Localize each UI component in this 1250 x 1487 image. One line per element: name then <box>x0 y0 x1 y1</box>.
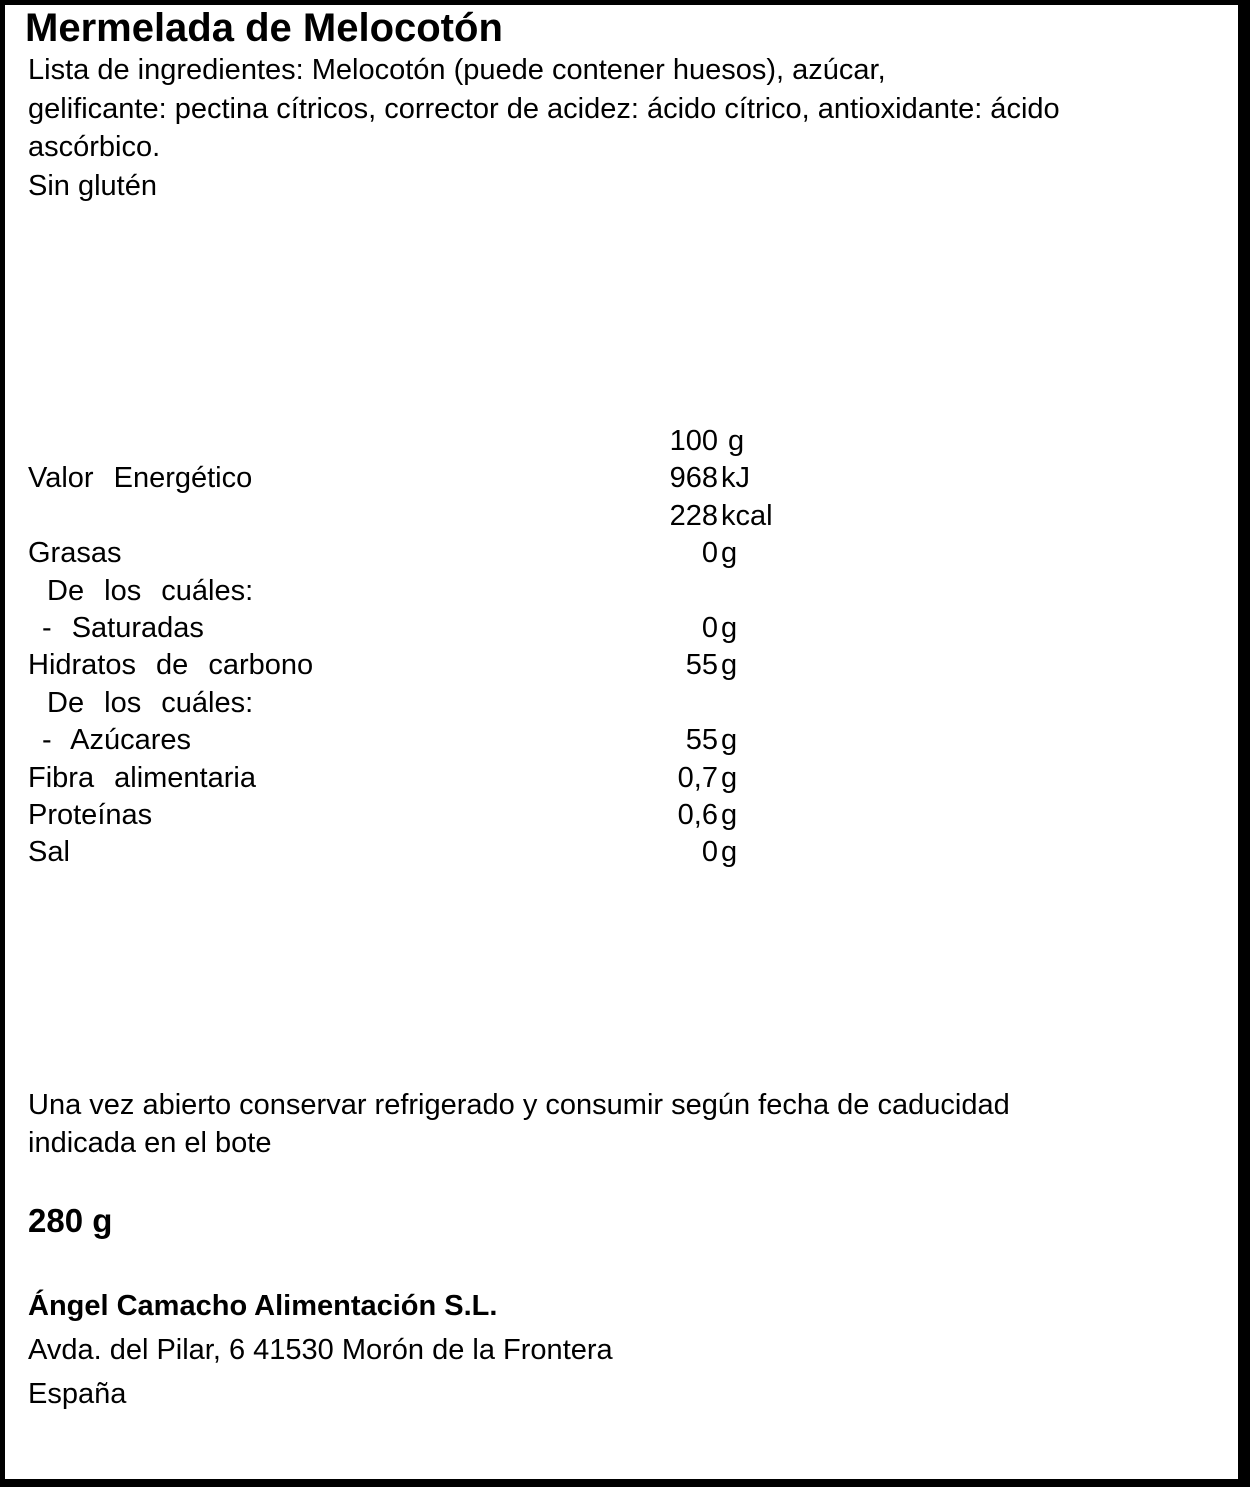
nutrition-table <box>28 423 1213 872</box>
nutrition-unit: kcal <box>721 499 773 532</box>
nutrition-label: Fibra alimentaria <box>28 761 256 794</box>
nutrition-row-energy-kcal <box>28 498 1213 535</box>
nutrition-value: 0 <box>701 611 718 644</box>
nutrition-unit: g <box>721 649 738 682</box>
nutrition-unit: kJ <box>721 462 750 495</box>
nutrition-unit: g <box>721 724 738 757</box>
ingredients-line: Lista de ingredientes: Melocotón (puede contener huesos), azúcar, <box>28 54 886 86</box>
nutrition-label: Hidratos de carbono <box>28 649 314 682</box>
manufacturer-info <box>28 1284 613 1416</box>
nutrition-row-fat <box>28 535 1213 572</box>
ingredients-section <box>28 51 1060 205</box>
nutrition-label: - Saturadas <box>42 611 204 644</box>
gluten-free-note: Sin glutén <box>28 169 157 202</box>
nutrition-unit: g <box>721 611 738 644</box>
nutrition-unit: g <box>721 761 738 794</box>
nutrition-unit: g <box>721 798 738 831</box>
nutrition-row-sugars <box>28 722 1213 759</box>
nutrition-row-of-which-carbs <box>28 685 1213 722</box>
nutrition-row-salt <box>28 834 1213 871</box>
ingredients-line: ascórbico. <box>28 131 161 163</box>
manufacturer-name: Ángel Camacho Alimentación S.L. <box>28 1290 498 1322</box>
storage-instructions <box>28 1086 1010 1162</box>
nutrition-row-of-which-fat <box>28 573 1213 610</box>
nutrition-row-energy-kj <box>28 460 1213 497</box>
nutrition-row-carbohydrate <box>28 647 1213 684</box>
nutrition-value: 0 <box>701 836 718 869</box>
nutrition-unit: g <box>721 537 738 570</box>
nutrition-value: 0,7 <box>677 761 718 794</box>
ingredients-line: gelificante: pectina cítricos, corrector de acidez: ácido cítrico, antioxidante: ácido <box>28 92 1060 125</box>
nutrition-value: 228 <box>669 499 718 532</box>
nutrition-value: 100 <box>669 425 718 457</box>
nutrition-value: 55 <box>685 649 718 682</box>
net-weight: 280 g <box>28 1202 113 1239</box>
nutrition-label: - Azúcares <box>42 724 191 757</box>
storage-line: indicada en el bote <box>28 1127 272 1159</box>
nutrition-unit: g <box>721 836 738 869</box>
nutrition-label: De los cuáles: <box>47 686 254 719</box>
nutrition-label: Sal <box>28 836 70 869</box>
manufacturer-country: España <box>28 1378 127 1410</box>
nutrition-label: Valor Energético <box>28 462 253 495</box>
nutrition-row-saturates <box>28 610 1213 647</box>
nutrition-unit: g <box>728 425 745 457</box>
storage-line: Una vez abierto conservar refrigerado y consumir según fecha de caducidad <box>28 1089 1010 1121</box>
nutrition-label: Grasas <box>28 537 122 570</box>
nutrition-header-row <box>28 423 1213 460</box>
nutrition-value: 968 <box>669 462 718 495</box>
nutrition-label: Proteínas <box>28 798 153 831</box>
nutrition-value: 0 <box>701 537 718 570</box>
nutrition-value: 0,6 <box>677 798 718 831</box>
nutrition-row-fibre <box>28 760 1213 797</box>
nutrition-label: De los cuáles: <box>47 574 254 607</box>
product-title: Mermelada de Melocotón <box>25 6 503 50</box>
nutrition-row-protein <box>28 797 1213 834</box>
nutrition-value: 55 <box>685 724 718 757</box>
manufacturer-address: Avda. del Pilar, 6 41530 Morón de la Frontera <box>28 1334 613 1366</box>
